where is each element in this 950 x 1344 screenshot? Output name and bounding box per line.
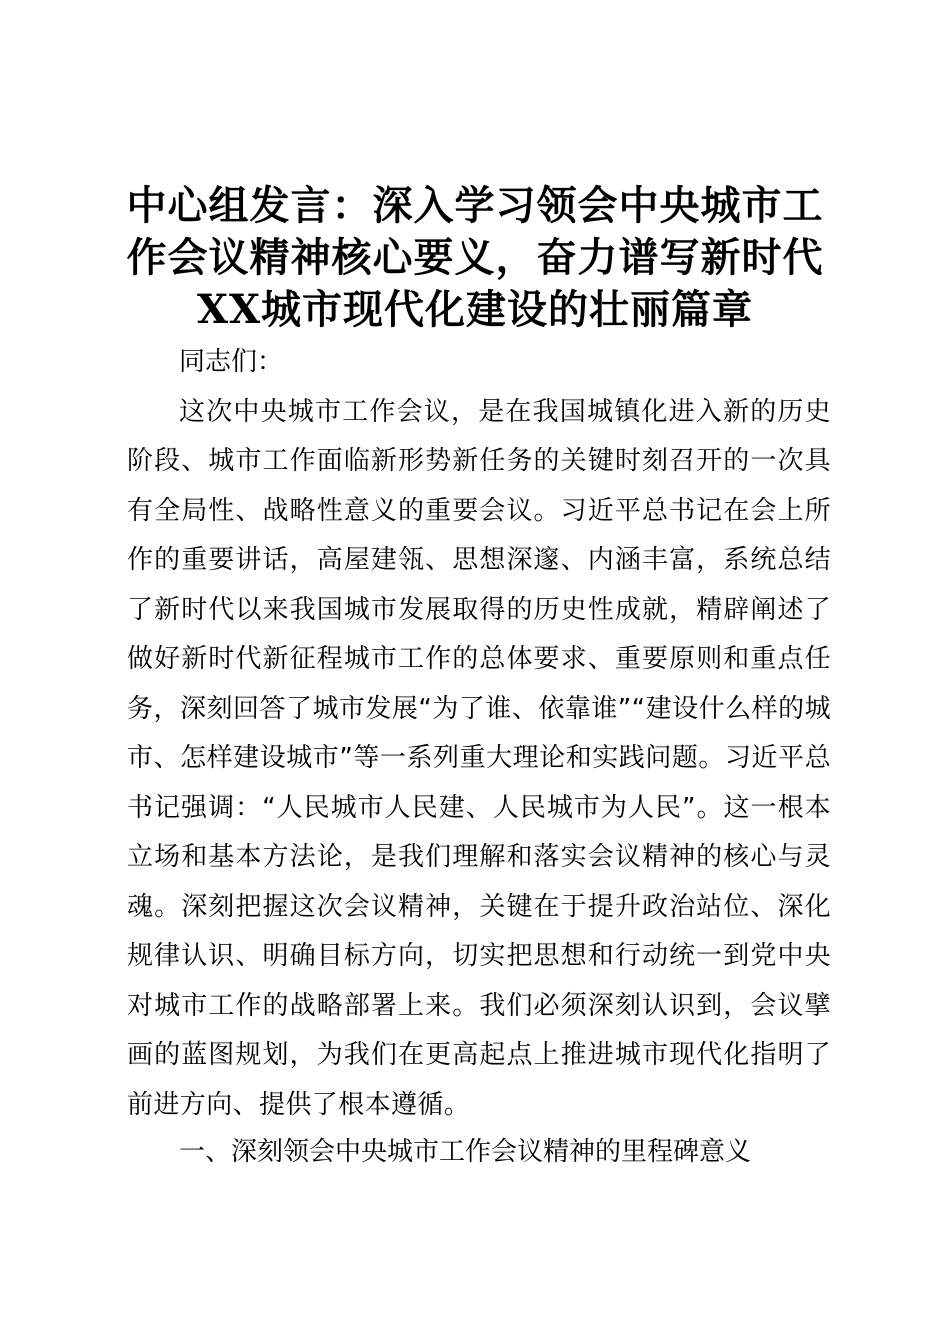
- document-body: [127, 338, 831, 1130]
- title-line-3: XX城市现代化建设的壮丽篇章: [196, 286, 754, 333]
- document-title: [118, 180, 832, 336]
- title-line-1: 中心组发言：深入学习领会中央城市工: [126, 182, 824, 229]
- body-paragraph: 这次中央城市工作会议，是在我国城镇化进入新的历史阶段、城市工作面临新形势新任务的关键时刻召开的一次具有全局性、战略性意义的重要会议。习近平总书记在会上所作的重要讲话，高屋建瓴、思想深邃、内涵丰富，系统总结了新时代以来我国城市发展取得的历史性成就，精辟阐述了做好新时代新征程城市工作的总体要求、重要原则和重点任务，深刻回答了城市发展“为了谁、依靠谁”“建设什么样的城市、怎样建设城市”等一系列重大理论和实践问题。习近平总书记强调：“人民城市人民建、人民城市为人民”。这一根本立场和基本方法论，是我们理解和落实会议精神的核心与灵魂。深刻把握这次会议精神，关键在于提升政治站位、深化规律认识、明确目标方向，切实把思想和行动统一到党中央对城市工作的战略部署上来。我们必须深刻认识到，会议擘画的蓝图规划，为我们在更高起点上推进城市现代化指明了前进方向、提供了根本遵循。: [127, 396, 831, 1120]
- section-heading: 一、深刻领会中央城市工作会议精神的里程碑意义: [179, 1137, 752, 1167]
- title-line-2: 作会议精神核心要义，奋力谱写新时代: [126, 234, 824, 281]
- salutation: 同志们：: [179, 347, 284, 377]
